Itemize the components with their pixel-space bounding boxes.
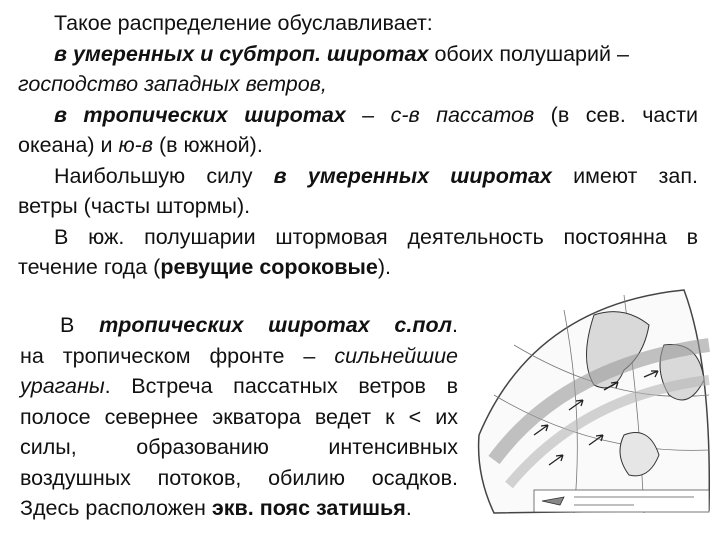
bold-text: ревущие сороковые	[160, 255, 378, 279]
paragraph-line	[20, 402, 458, 433]
map-illustration	[474, 285, 714, 525]
italic-text: ураганы	[20, 374, 105, 398]
paragraph-line	[20, 432, 458, 463]
text-span: . Встреча пассатных ветров в	[104, 374, 458, 398]
text-span: ветры (часты штормы).	[18, 194, 251, 218]
lower-text-block	[20, 310, 458, 524]
emphasis-text: в умеренных широтах	[273, 163, 552, 188]
paragraph-line	[20, 310, 458, 341]
paragraph-line	[20, 341, 458, 372]
paragraph-line	[18, 191, 698, 222]
emphasis-text: в умеренных и субтроп. широтах	[54, 41, 429, 66]
text-span: течение года (	[18, 255, 161, 279]
text-span: полосе севернее экватора ведет к < их	[20, 404, 458, 429]
text-span: (в южной).	[153, 133, 263, 157]
text-span: силы, образованию интенсивных	[20, 435, 458, 459]
text-span: –	[345, 102, 391, 127]
emphasis-text: в тропических широтах	[54, 102, 346, 127]
text-span: воздушных потоков, обилию осадков.	[20, 465, 458, 490]
paragraph-line	[18, 69, 698, 100]
italic-text: ю-в	[118, 133, 154, 157]
text-span: Наибольшую силу	[54, 163, 274, 188]
paragraph-line	[20, 371, 458, 402]
text-span: океана) и	[18, 133, 119, 157]
text-span: В	[60, 313, 100, 337]
text-span: Здесь расположен	[20, 496, 212, 520]
paragraph-line	[18, 130, 698, 161]
italic-text: господство западных ветров,	[18, 72, 327, 96]
text-span: на тропическом фронте –	[20, 343, 335, 368]
paragraph-line	[18, 161, 698, 192]
italic-text: сильнейшие	[334, 343, 458, 368]
text-span: имеют зап.	[551, 163, 698, 188]
text-span: ).	[377, 255, 391, 279]
italic-text: с-в пассатов	[390, 102, 535, 127]
hemisphere-wind-map	[474, 285, 714, 525]
paragraph-line	[18, 100, 698, 131]
text-span: Такое распределение обуславливает:	[54, 11, 433, 35]
text-span: обоих полушарий –	[428, 41, 629, 66]
paragraph-line	[20, 463, 458, 494]
text-span: (в сев. части	[534, 102, 698, 127]
paragraph-line	[20, 493, 458, 524]
paragraph-line	[18, 222, 698, 253]
text-span: .	[452, 313, 458, 337]
text-span: .	[405, 496, 412, 520]
upper-text-block	[18, 8, 698, 283]
emphasis-text: тропических широтах с.пол	[99, 313, 453, 337]
paragraph-line	[18, 8, 698, 39]
bold-text: экв. пояс затишья	[211, 496, 406, 520]
paragraph-line	[18, 39, 698, 70]
paragraph-line	[18, 252, 698, 283]
text-span: В юж. полушарии штормовая деятельность постоянна в	[54, 224, 698, 249]
